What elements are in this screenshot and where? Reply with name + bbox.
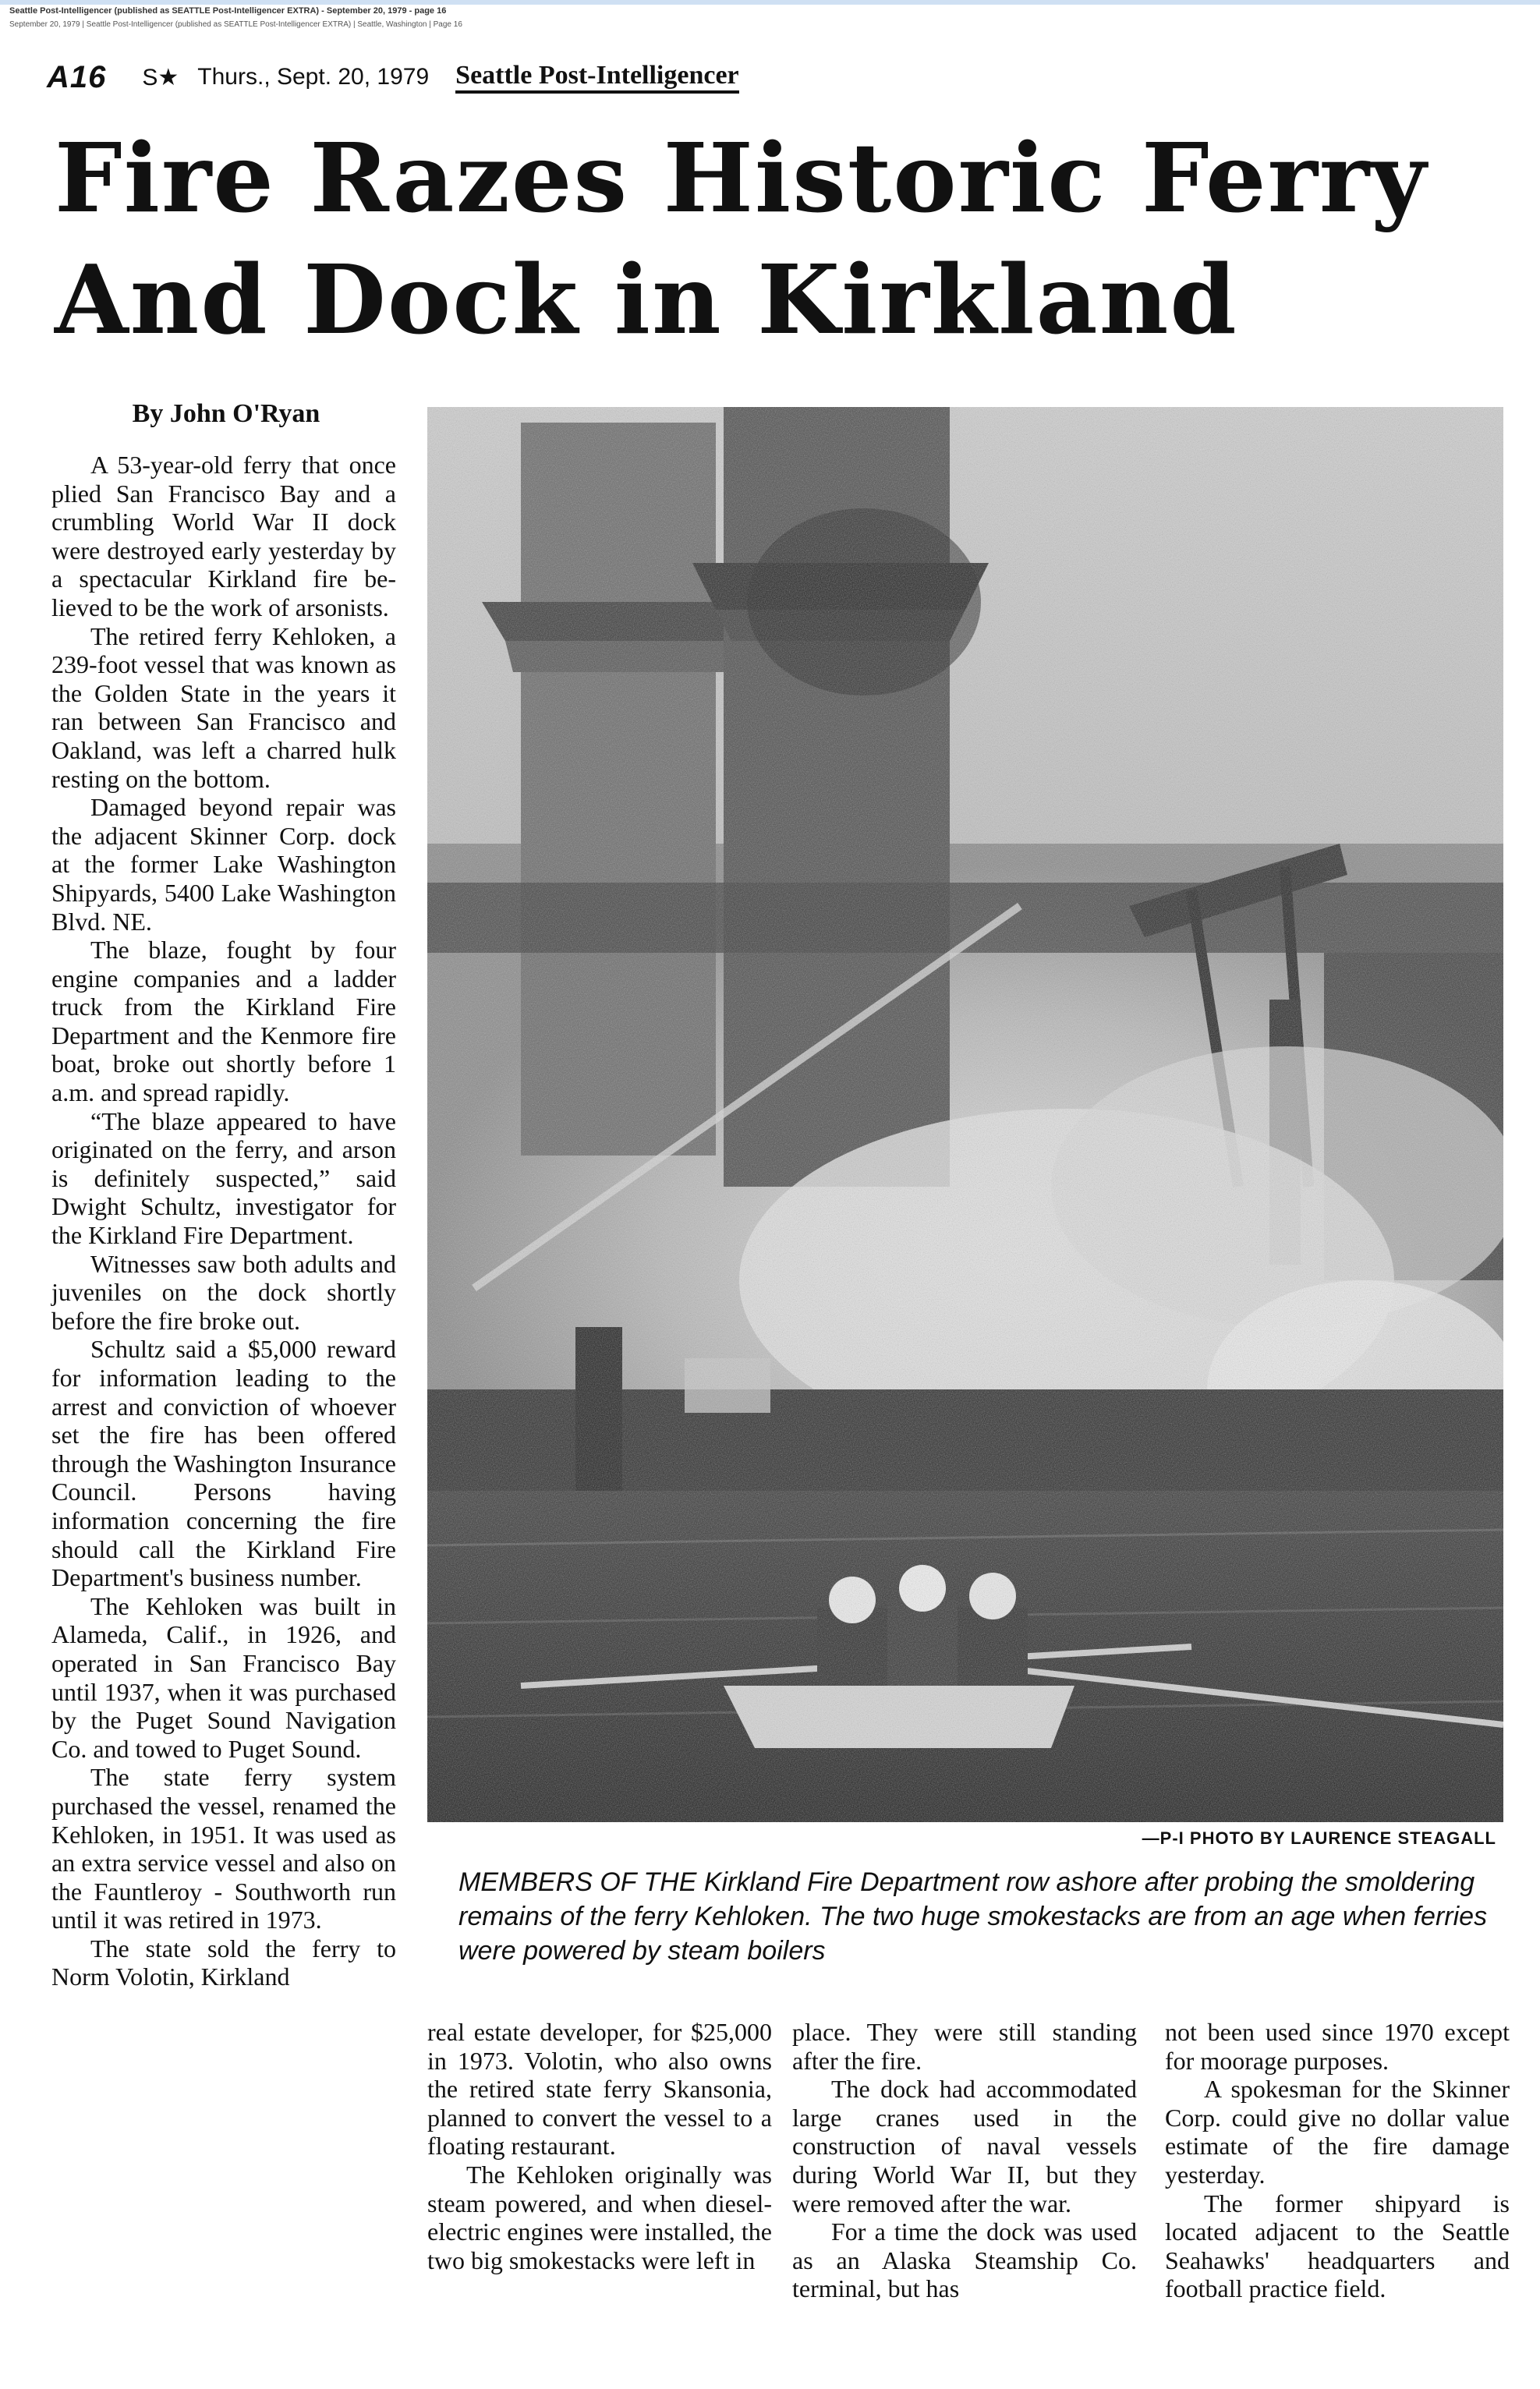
photo-credit: —P-I PHOTO BY LAURENCE STEAGALL — [1142, 1828, 1496, 1848]
paragraph: The state sold the ferry to Norm Volotin, Kirkland — [51, 1934, 396, 1991]
issue-date: Thurs., Sept. 20, 1979 — [197, 64, 430, 90]
viewer-top-bar — [0, 0, 1540, 5]
paragraph: The former shipyard is located adjacent to the Seattle Seahawks' headquarters and football practice field. — [1165, 2189, 1510, 2303]
paragraph: The dock had accommodated large cranes used in the construction of naval vessels during World War II, but they were removed after the war. — [792, 2075, 1137, 2217]
headline — [55, 117, 1505, 360]
paragraph: The Kehloken originally was steam powered, and when diesel-electric engines were installed, the two big smokestacks were left in — [427, 2160, 772, 2274]
news-photo — [427, 407, 1503, 1822]
byline: By John O'Ryan — [132, 399, 320, 428]
paragraph: Schultz said a $5,000 reward for information leading to the arrest and conviction of whoever set the fire has been offered through the Washington Insurance Council. Persons having information concerning the fire should call the Kirkland Fire Department's business number. — [51, 1335, 396, 1592]
paragraph: The retired ferry Kehloken, a 239-foot vessel that was known as the Golden State in the years it ran between San Francisco and Oakland, was left a charred hulk resting on the bottom. — [51, 621, 396, 793]
paragraph: For a time the dock was used as an Alaska Steamship Co. terminal, but has — [792, 2217, 1137, 2303]
paragraph: Damaged beyond repair was the adjacent Skinner Corp. dock at the former Lake Washington Shipyards, 5400 Lake Washington Blvd. NE. — [51, 793, 396, 936]
paragraph: A spokesman for the Skinner Corp. could give no dollar value estimate of the fire damage yesterday. — [1165, 2075, 1510, 2189]
paragraph: “The blaze appeared to have originated on the ferry, and arson is definitely suspected,” said Dwight Schultz, investigator for the Kirkland Fire Department. — [51, 1106, 396, 1250]
source-title: Seattle Post-Intelligencer (published as SEATTLE Post-Intelligencer EXTRA) - September 20, 1979 - page 16 — [9, 6, 447, 16]
page-number: A16 — [47, 59, 107, 94]
paragraph: Witnesses saw both adults and juveniles on the dock shortly before the fire broke out. — [51, 1249, 396, 1335]
article-column-3 — [792, 2018, 1137, 2303]
headline-line-2: And Dock in Kirkland — [55, 243, 1238, 356]
paragraph: A 53-year-old ferry that once plied San Francisco Bay and a crumbling World War II dock were destroyed early yesterday by a spectacular Kirkland fire believed to be the work of arsonists. — [51, 451, 396, 621]
photo-caption: MEMBERS OF THE Kirkland Fire Department row ashore after probing the smoldering remains of the ferry Kehloken. The two huge smokestacks are from an age when ferries were powered by steam boilers — [458, 1867, 1488, 1966]
photo-illustration — [427, 407, 1503, 1822]
paragraph: The state ferry system purchased the vessel, renamed the Kehloken, in 1951. It was used as an extra service vessel and also on the Fauntleroy - Southworth run until it was retired in 1973. — [51, 1763, 396, 1934]
article-column-2 — [427, 2018, 772, 2274]
source-citation: September 20, 1979 | Seattle Post-Intelligencer (published as SEATTLE Post-Intelligencer EXTRA) | Seattle, Washington | Page 16 — [9, 20, 462, 29]
headline-line-1: Fire Razes Historic Ferry — [55, 122, 1428, 234]
edition-mark: S★ — [142, 64, 179, 90]
newspaper-name: Seattle Post-Intelligencer — [455, 61, 739, 94]
article-column-1 — [51, 451, 396, 1991]
paragraph: The Kehloken was built in Alameda, Calif., in 1926, and operated in San Francisco Bay until 1937, when it was purchased by the Puget Sound Navigation Co. and towed to Puget Sound. — [51, 1591, 396, 1763]
paragraph: The blaze, fought by four engine companies and a ladder truck from the Kirkland Fire Department and the Kenmore fire boat, broke out shortly before 1 a.m. and spread rapidly. — [51, 936, 396, 1107]
paragraph: not been used since 1970 except for moorage purposes. — [1165, 2018, 1510, 2075]
paragraph: real estate developer, for $25,000 in 1973. Volotin, who also owns the retired state ferry Skansonia, planned to convert the vessel to a floating restaurant. — [427, 2018, 772, 2161]
article-column-4 — [1165, 2018, 1510, 2303]
paragraph: place. They were still standing after the fire. — [792, 2018, 1137, 2075]
page-folio — [47, 58, 788, 97]
